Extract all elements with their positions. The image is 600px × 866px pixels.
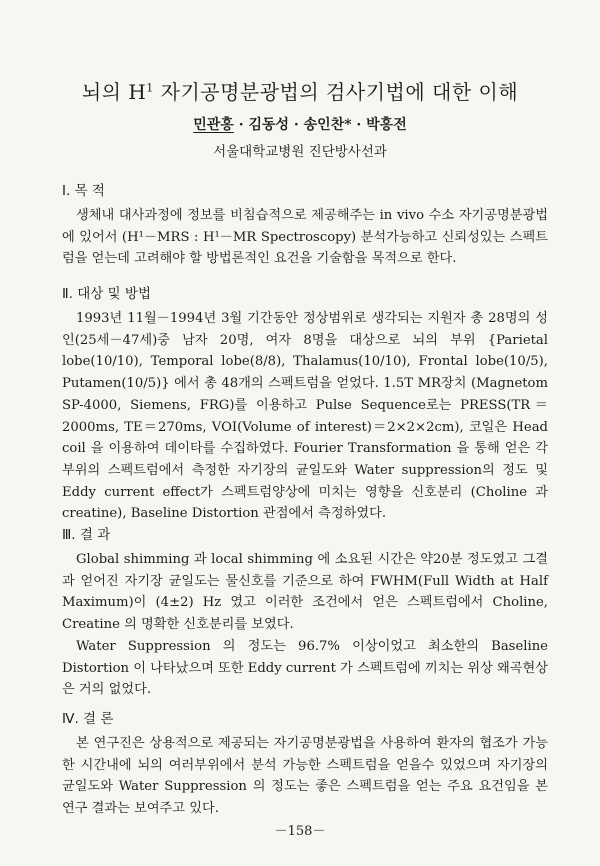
section-heading: Ⅱ. 대상 및 방법 bbox=[62, 286, 152, 302]
section-conclusion bbox=[62, 708, 548, 820]
section-heading: Ⅰ. 목 적 bbox=[62, 183, 105, 199]
affiliation: 서울대학교병원 진단방사선과 bbox=[213, 144, 387, 160]
section-body: 생체내 대사과정에 정보를 비침습적으로 제공해주는 in vivo 수소 자기공명분광법에 있어서 (H¹－MRS : H¹－MR Spectroscopy) 분석가능하고 신뢰성있는 스펙트럼을 얻는데 고려해야 할 방법론적인 요건을 기술함을 목적으로 한다. bbox=[62, 208, 548, 267]
presenting-author: 민관홍 bbox=[193, 117, 234, 133]
section-body: 1993년 11월－1994년 3월 기간동안 정상범위로 생각되는 지원자 총 28명의 성인(25세－47세)중 남자 20명, 여자 8명을 대상으로 뇌의 부위 {Parietal lobe(10/10), Temporal lobe(8/8), Thalamus(10/10), Frontal lobe(10/5), Putamen(10/5)} 에서 총 48개의 스펙트럼을 얻었다. 1.5T MR장치 (Magnetom SP-4000, Siemens, FRG)를 이용하고 Pulse Sequence로는 PRESS(TR＝2000ms, TE＝270ms, VOI(Volume of interest)＝2×2×2cm), 코일은 Head coil 을 이용하여 데이타를 수집하였다. Fourier Transformation 을 통해 얻은 각부위의 스펙트럼에서 측정한 자기장의 균일도와 Water suppression의 정도 및 Eddy current effect가 스펙트럼양상에 미치는 영향을 신호분리 (Choline 과 creatine), Baseline Distortion 관점에서 측정하였다. bbox=[62, 311, 548, 522]
section-methods bbox=[62, 283, 548, 525]
section-results bbox=[62, 524, 548, 701]
section-body: Global shimming 과 local shimming 에 소요된 시간은 약20분 정도였고 그결과 얻어진 자기장 균일도는 물신호를 기준으로 하여 FWHM(Full Width at Half Maximum)이 (4±2) Hz 였고 이러한 조건에서 얻은 스펙트럼에서 Choline, Creatine 의 명확한 신호분리를 보였다. bbox=[62, 552, 548, 633]
section-body: 본 연구진은 상용적으로 제공되는 자기공명분광법을 사용하여 환자의 협조가 가능한 시간내에 뇌의 여러부위에서 분석 가능한 스펙트럼을 얻을수 있었으며 자기장의 균일도와 Water Suppression 의 정도는 좋은 스펙트럼을 얻는 주요 요건임을 본 연구 결과는 보여주고 있다. bbox=[62, 736, 548, 817]
section-purpose bbox=[62, 180, 548, 270]
section-heading: Ⅳ. 결 론 bbox=[62, 711, 114, 727]
page-number: －158－ bbox=[274, 824, 326, 839]
author-list bbox=[0, 114, 600, 134]
section-body: Water Suppression 의 정도는 96.7% 이상이었고 최소한의 Baseline Distortion 이 나타났으며 또한 Eddy current 가 스펙트럼에 끼치는 위상 왜곡현상은 거의 없었다. bbox=[62, 638, 549, 698]
section-heading: Ⅲ. 결 과 bbox=[62, 527, 111, 543]
paper-title: 뇌의 $H^1$ 자기공명분광법의 검사기법에 대한 이해 bbox=[81, 80, 519, 104]
co-authors: · 김동성 · 송인찬* · 박홍전 bbox=[233, 117, 407, 133]
